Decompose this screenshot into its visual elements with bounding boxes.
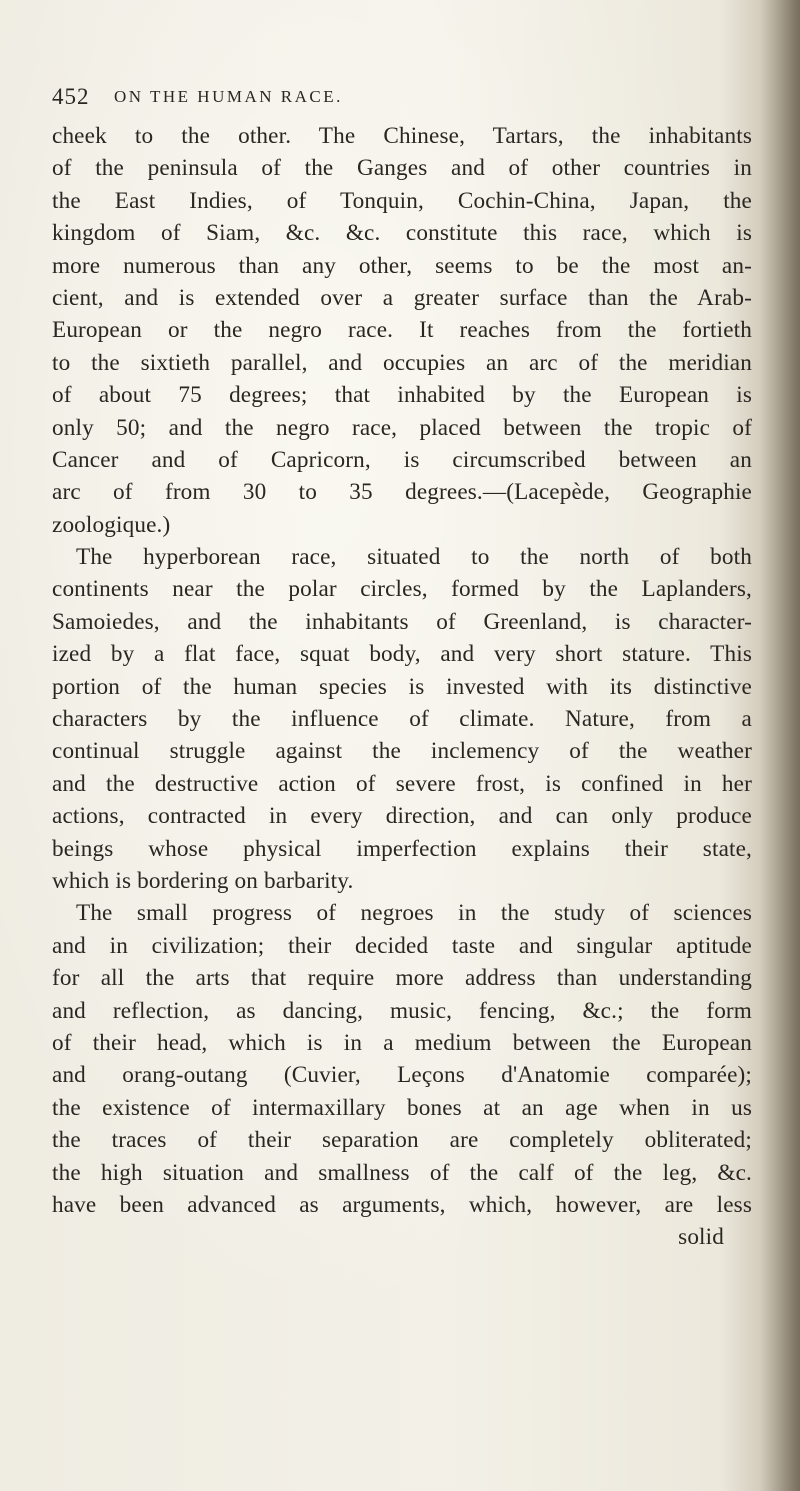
text-line: zoologique.) — [52, 511, 171, 538]
text-line: to the sixtieth parallel, and occupies an arc of the meridian — [52, 349, 752, 376]
text-line: cheek to the other. The Chinese, Tartars, the inhabitants — [52, 123, 752, 149]
page-gutter-shadow — [760, 0, 800, 1491]
text-line: the traces of their separation are completely obliterated; — [52, 1127, 752, 1154]
text-line: European or the negro race. It reaches from the fortieth — [52, 317, 752, 344]
text-line: Samoiedes, and the inhabitants of Greenland, is character- — [52, 608, 752, 635]
text-line: and the destructive action of severe frost, is confined in her — [52, 770, 752, 797]
text-line: actions, contracted in every direction, and can only produce — [52, 803, 752, 830]
text-line: of about 75 degrees; that inhabited by the European is — [52, 382, 752, 409]
text-line: continual struggle against the inclemency of the weather — [52, 738, 752, 765]
text-line: for all the arts that require more address than understanding — [52, 965, 752, 992]
catchword: solid — [678, 1224, 724, 1251]
text-line: arc of from 30 to 35 degrees.—(Lacepède, Geographie — [52, 479, 752, 506]
text-line: beings whose physical imperfection explains their state, — [52, 835, 752, 862]
running-head — [52, 84, 752, 114]
text-line: have been advanced as arguments, which, however, are less — [52, 1191, 752, 1218]
text-line: and reflection, as dancing, music, fencing, &c.; the form — [52, 997, 752, 1024]
text-line: of the peninsula of the Ganges and of other countries in — [52, 155, 752, 182]
text-line: the East Indies, of Tonquin, Cochin-China, Japan, the — [52, 187, 752, 214]
text-line: The hyperborean race, situated to the north of both — [76, 544, 752, 571]
text-line: of their head, which is in a medium between the European — [52, 1029, 752, 1056]
text-line: kingdom of Siam, &c. &c. constitute this race, which is — [52, 220, 752, 247]
text-line: and orang-outang (Cuvier, Leçons d'Anatomie comparée); — [52, 1062, 752, 1089]
text-line: only 50; and the negro race, placed between the tropic of — [52, 414, 752, 441]
text-line: more numerous than any other, seems to be the most an- — [52, 252, 752, 279]
text-line: and in civilization; their decided taste and singular aptitude — [52, 932, 752, 959]
text-line: cient, and is extended over a greater surface than the Arab- — [52, 284, 752, 311]
text-line: ized by a flat face, squat body, and very short stature. This — [52, 641, 752, 668]
text-line: the existence of intermaxillary bones at an age when in us — [52, 1094, 752, 1121]
text-line: which is bordering on barbarity. — [52, 867, 354, 894]
running-title: ON THE HUMAN RACE. — [114, 87, 343, 106]
page-number: 452 — [52, 84, 90, 109]
text-line: continents near the polar circles, formed by the Laplanders, — [52, 576, 752, 603]
text-line: portion of the human species is invested with its distinctive — [52, 673, 752, 700]
body-text — [52, 120, 752, 1254]
text-line: Cancer and of Capricorn, is circumscribed between an — [52, 446, 752, 473]
text-line: the high situation and smallness of the calf of the leg, &c. — [52, 1159, 752, 1186]
text-line: characters by the influence of climate. Nature, from a — [52, 706, 752, 733]
text-line: The small progress of negroes in the study of sciences — [76, 900, 752, 927]
